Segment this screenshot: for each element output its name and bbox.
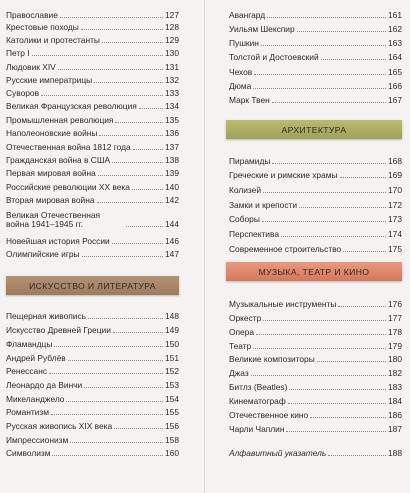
entry-title: Пушкин [229,38,259,48]
entry-page: 149 [165,325,179,335]
toc-entry[interactable] [6,351,179,363]
dot-leader [115,122,163,123]
entry-page: 133 [165,88,179,98]
entry-title: Пещерная живопись [6,311,86,321]
toc-entry[interactable] [229,8,402,20]
dot-leader [60,17,163,18]
entry-title: Пирамиды [229,156,271,166]
entry-page: 182 [388,368,402,378]
toc-entry[interactable] [229,212,402,224]
toc-entry[interactable] [6,205,179,229]
toc-entry[interactable] [6,337,179,349]
entry-page: 137 [165,142,179,152]
entry-title: Великая Французская революция [6,101,137,111]
toc-entry[interactable] [6,419,179,431]
entry-title: Соборы [229,214,260,224]
toc-entry-index[interactable] [229,446,402,458]
toc-entry[interactable] [6,20,179,32]
toc-entry[interactable] [6,234,179,246]
entry-page: 188 [388,448,402,458]
entry-page: 174 [388,229,402,239]
entry-page: 168 [388,156,402,166]
entry-title: Людовик XIV [6,62,56,72]
dot-leader [338,306,386,307]
dot-leader [112,162,163,163]
toc-entry[interactable] [229,352,402,364]
entry-title: Авангард [229,10,266,20]
dot-leader [132,189,163,190]
entry-page: 151 [165,353,179,363]
toc-entry[interactable] [229,79,402,91]
toc-entry[interactable] [6,166,179,178]
toc-entry[interactable] [6,8,179,20]
toc-entry[interactable] [6,140,179,152]
dot-leader [54,346,163,347]
toc-entry[interactable] [6,180,179,192]
dot-leader [310,417,386,418]
entry-title: Современное строительство [229,244,342,254]
dot-leader [97,202,164,203]
entry-title: Олимпийские игры [6,249,80,259]
entry-page: 162 [388,24,402,34]
entry-page: 187 [388,424,402,434]
section-header-label: ИСКУССТВО И ЛИТЕРАТУРА [29,280,156,291]
entry-title: Греческие и римские храмы [229,170,338,180]
entry-page: 167 [388,95,402,105]
entry-page: 128 [165,22,179,32]
dot-leader [288,403,386,404]
entry-title: Русская живопись XIX века [6,421,113,431]
entry-page: 160 [165,448,179,458]
entry-title: Русские императрицы [6,75,93,85]
dot-leader [32,55,163,56]
entry-page: 186 [388,410,402,420]
entry-page: 183 [388,382,402,392]
entry-title: Первая мировая война [6,168,96,178]
dot-leader [58,69,163,70]
entry-page: 180 [388,354,402,364]
dot-leader [299,207,386,208]
entry-page: 173 [388,214,402,224]
dot-leader [253,348,386,349]
toc-entry[interactable] [6,60,179,72]
entry-page: 153 [165,380,179,390]
entry-title: Оркестр [229,313,262,323]
toc-entry[interactable] [6,247,179,259]
entry-title: Битлз (Beatles) [229,382,288,392]
toc-entry[interactable] [6,309,179,321]
toc-entry[interactable] [229,242,402,254]
entry-title: Петр I [6,48,30,58]
entry-page: 129 [165,35,179,45]
entry-title: Наполеоновские войны [6,128,98,138]
dot-leader [286,431,386,432]
entry-title: Искусство Древней Греции [6,325,111,335]
dot-leader [139,108,163,109]
entry-page: 165 [388,67,402,77]
entry-page: 184 [388,396,402,406]
entry-page: 178 [388,327,402,337]
entry-page: 161 [388,10,402,20]
entry-title: Российские революции XX века [6,182,130,192]
toc-entry[interactable] [229,366,402,378]
dot-leader [263,320,386,321]
toc-entry[interactable] [229,198,402,210]
entry-page: 158 [165,435,179,445]
entry-title: Ренессанс [6,366,48,376]
dot-leader [99,135,163,136]
toc-entry[interactable] [6,73,179,85]
entry-title: Дюма [229,81,252,91]
entry-page: 136 [165,128,179,138]
toc-entry[interactable] [229,183,402,195]
toc-entry[interactable] [6,323,179,335]
dot-leader [254,74,386,75]
entry-title: Импрессионизм [6,435,69,445]
entry-page: 156 [165,421,179,431]
dot-leader [343,251,386,252]
dot-leader [272,102,386,103]
entry-page: 163 [388,38,402,48]
entry-page: 134 [165,101,179,111]
entry-title: Уильям Шекспир [229,24,295,34]
dot-leader [49,373,163,374]
dot-leader [267,17,386,18]
section-header-music [226,262,402,281]
dot-leader [133,149,163,150]
entry-title: Православие [6,10,58,20]
entry-page: 131 [165,62,179,72]
entry-page: 144 [165,219,179,229]
entry-title: Романтизм [6,407,50,417]
dot-leader [98,175,163,176]
section-header-architecture [226,120,402,139]
entry-page: 155 [165,407,179,417]
toc-entry[interactable] [6,86,179,98]
dot-leader [84,387,163,388]
toc-entry[interactable] [229,325,402,337]
entry-title: Великая Отечественная война 1941–1945 гг. [6,210,101,229]
entry-title: Колизей [229,185,261,195]
entry-title: Замки и крепости [229,200,298,210]
entry-title: Опера [229,327,255,337]
entry-page: 138 [165,155,179,165]
toc-entry[interactable] [229,394,402,406]
section-header-art [6,276,179,295]
dot-leader [253,88,386,89]
entry-title: Джаз [229,368,249,378]
entry-title: Промышленная революция [6,115,114,125]
entry-page: 154 [165,394,179,404]
dot-leader [281,236,386,237]
toc-entry[interactable] [229,297,402,309]
entry-title: Леонардо да Винчи [6,380,83,390]
entry-title: Символизм [6,448,51,458]
dot-leader [81,29,163,30]
entry-title: Чарли Чаплин [229,424,285,434]
column-divider [204,0,205,493]
toc-entry[interactable] [229,168,402,180]
dot-leader [289,389,386,390]
toc-entry[interactable] [229,339,402,351]
dot-leader [113,332,163,333]
entry-page: 146 [165,236,179,246]
dot-leader [66,401,163,402]
entry-title: Отечественное кино [229,410,309,420]
toc-entry[interactable] [229,93,402,105]
dot-leader [328,455,386,456]
entry-page: 132 [165,75,179,85]
entry-title: Вторая мировая война [6,195,95,205]
entry-title: Крестовые походы [6,22,79,32]
dot-leader [82,256,163,257]
section-header-label: МУЗЫКА, ТЕАТР И КИНО [258,266,370,277]
entry-title: Чехов [229,67,253,77]
entry-title: Алфавитный указатель [229,448,327,458]
dot-leader [261,45,386,46]
toc-entry[interactable] [6,46,179,58]
dot-leader [251,375,386,376]
dot-leader [70,442,163,443]
toc-entry[interactable] [6,392,179,404]
entry-title: Фламандцы [6,339,53,349]
toc-entry[interactable] [6,193,179,205]
entry-title: Театр [229,341,252,351]
entry-page: 179 [388,341,402,351]
entry-page: 130 [165,48,179,58]
dot-leader [114,428,163,429]
entry-page: 150 [165,339,179,349]
toc-entry[interactable] [229,311,402,323]
section-header-label: АРХИТЕКТУРА [281,124,347,135]
entry-page: 164 [388,52,402,62]
entry-page: 135 [165,115,179,125]
entry-page: 172 [388,200,402,210]
toc-entry[interactable] [6,113,179,125]
dot-leader [263,192,386,193]
dot-leader [340,177,386,178]
dot-leader [41,95,163,96]
dot-leader [112,243,163,244]
entry-title: Микеланджело [6,394,65,404]
entry-title: Новейшая история России [6,236,110,246]
entry-page: 175 [388,244,402,254]
toc-entry[interactable] [229,380,402,392]
toc-entry[interactable] [6,364,179,376]
entry-page: 140 [165,182,179,192]
toc-entry[interactable] [6,378,179,390]
entry-page: 127 [165,10,179,20]
entry-title: Гражданская война в США [6,155,111,165]
dot-leader [51,414,163,415]
toc-entry[interactable] [6,99,179,111]
dot-leader [68,360,163,361]
entry-page: 170 [388,185,402,195]
entry-page: 152 [165,366,179,376]
entry-title: Толстой и Достоевский [229,52,319,62]
toc-entry[interactable] [6,405,179,417]
entry-page: 147 [165,249,179,259]
dot-leader [272,163,386,164]
toc-entry[interactable] [229,227,402,239]
entry-page: 177 [388,313,402,323]
dot-leader [321,59,386,60]
entry-page: 169 [388,170,402,180]
entry-title: Католики и протестанты [6,35,100,45]
dot-leader [52,455,163,456]
toc-entry[interactable] [6,446,179,458]
dot-leader [256,334,386,335]
entry-title: Отечественная война 1812 года [6,142,131,152]
entry-page: 166 [388,81,402,91]
dot-leader [94,82,163,83]
entry-page: 139 [165,168,179,178]
entry-page: 142 [165,195,179,205]
entry-title: Суворов [6,88,40,98]
entry-title: Великие композиторы [229,354,315,364]
entry-page: 176 [388,299,402,309]
toc-entry[interactable] [6,433,179,445]
entry-title: Андрей Рублёв [6,353,66,363]
toc-entry[interactable] [229,422,402,434]
dot-leader [262,221,386,222]
toc-entry[interactable] [229,22,402,34]
toc-entry[interactable] [229,408,402,420]
dot-leader [102,42,163,43]
toc-entry[interactable] [6,126,179,138]
toc-entry[interactable] [6,153,179,165]
dot-leader [297,31,386,32]
dot-leader [317,361,386,362]
toc-entry[interactable] [229,50,402,62]
toc-entry[interactable] [229,65,402,77]
entry-page: 148 [165,311,179,321]
toc-entry[interactable] [6,33,179,45]
dot-leader [88,318,163,319]
toc-entry[interactable] [229,154,402,166]
dot-leader [126,226,163,227]
entry-title: Музыкальные инструменты [229,299,337,309]
entry-title: Марк Твен [229,95,270,105]
toc-entry[interactable] [229,36,402,48]
entry-title: Перспектива [229,229,280,239]
entry-title: Кинематограф [229,396,286,406]
